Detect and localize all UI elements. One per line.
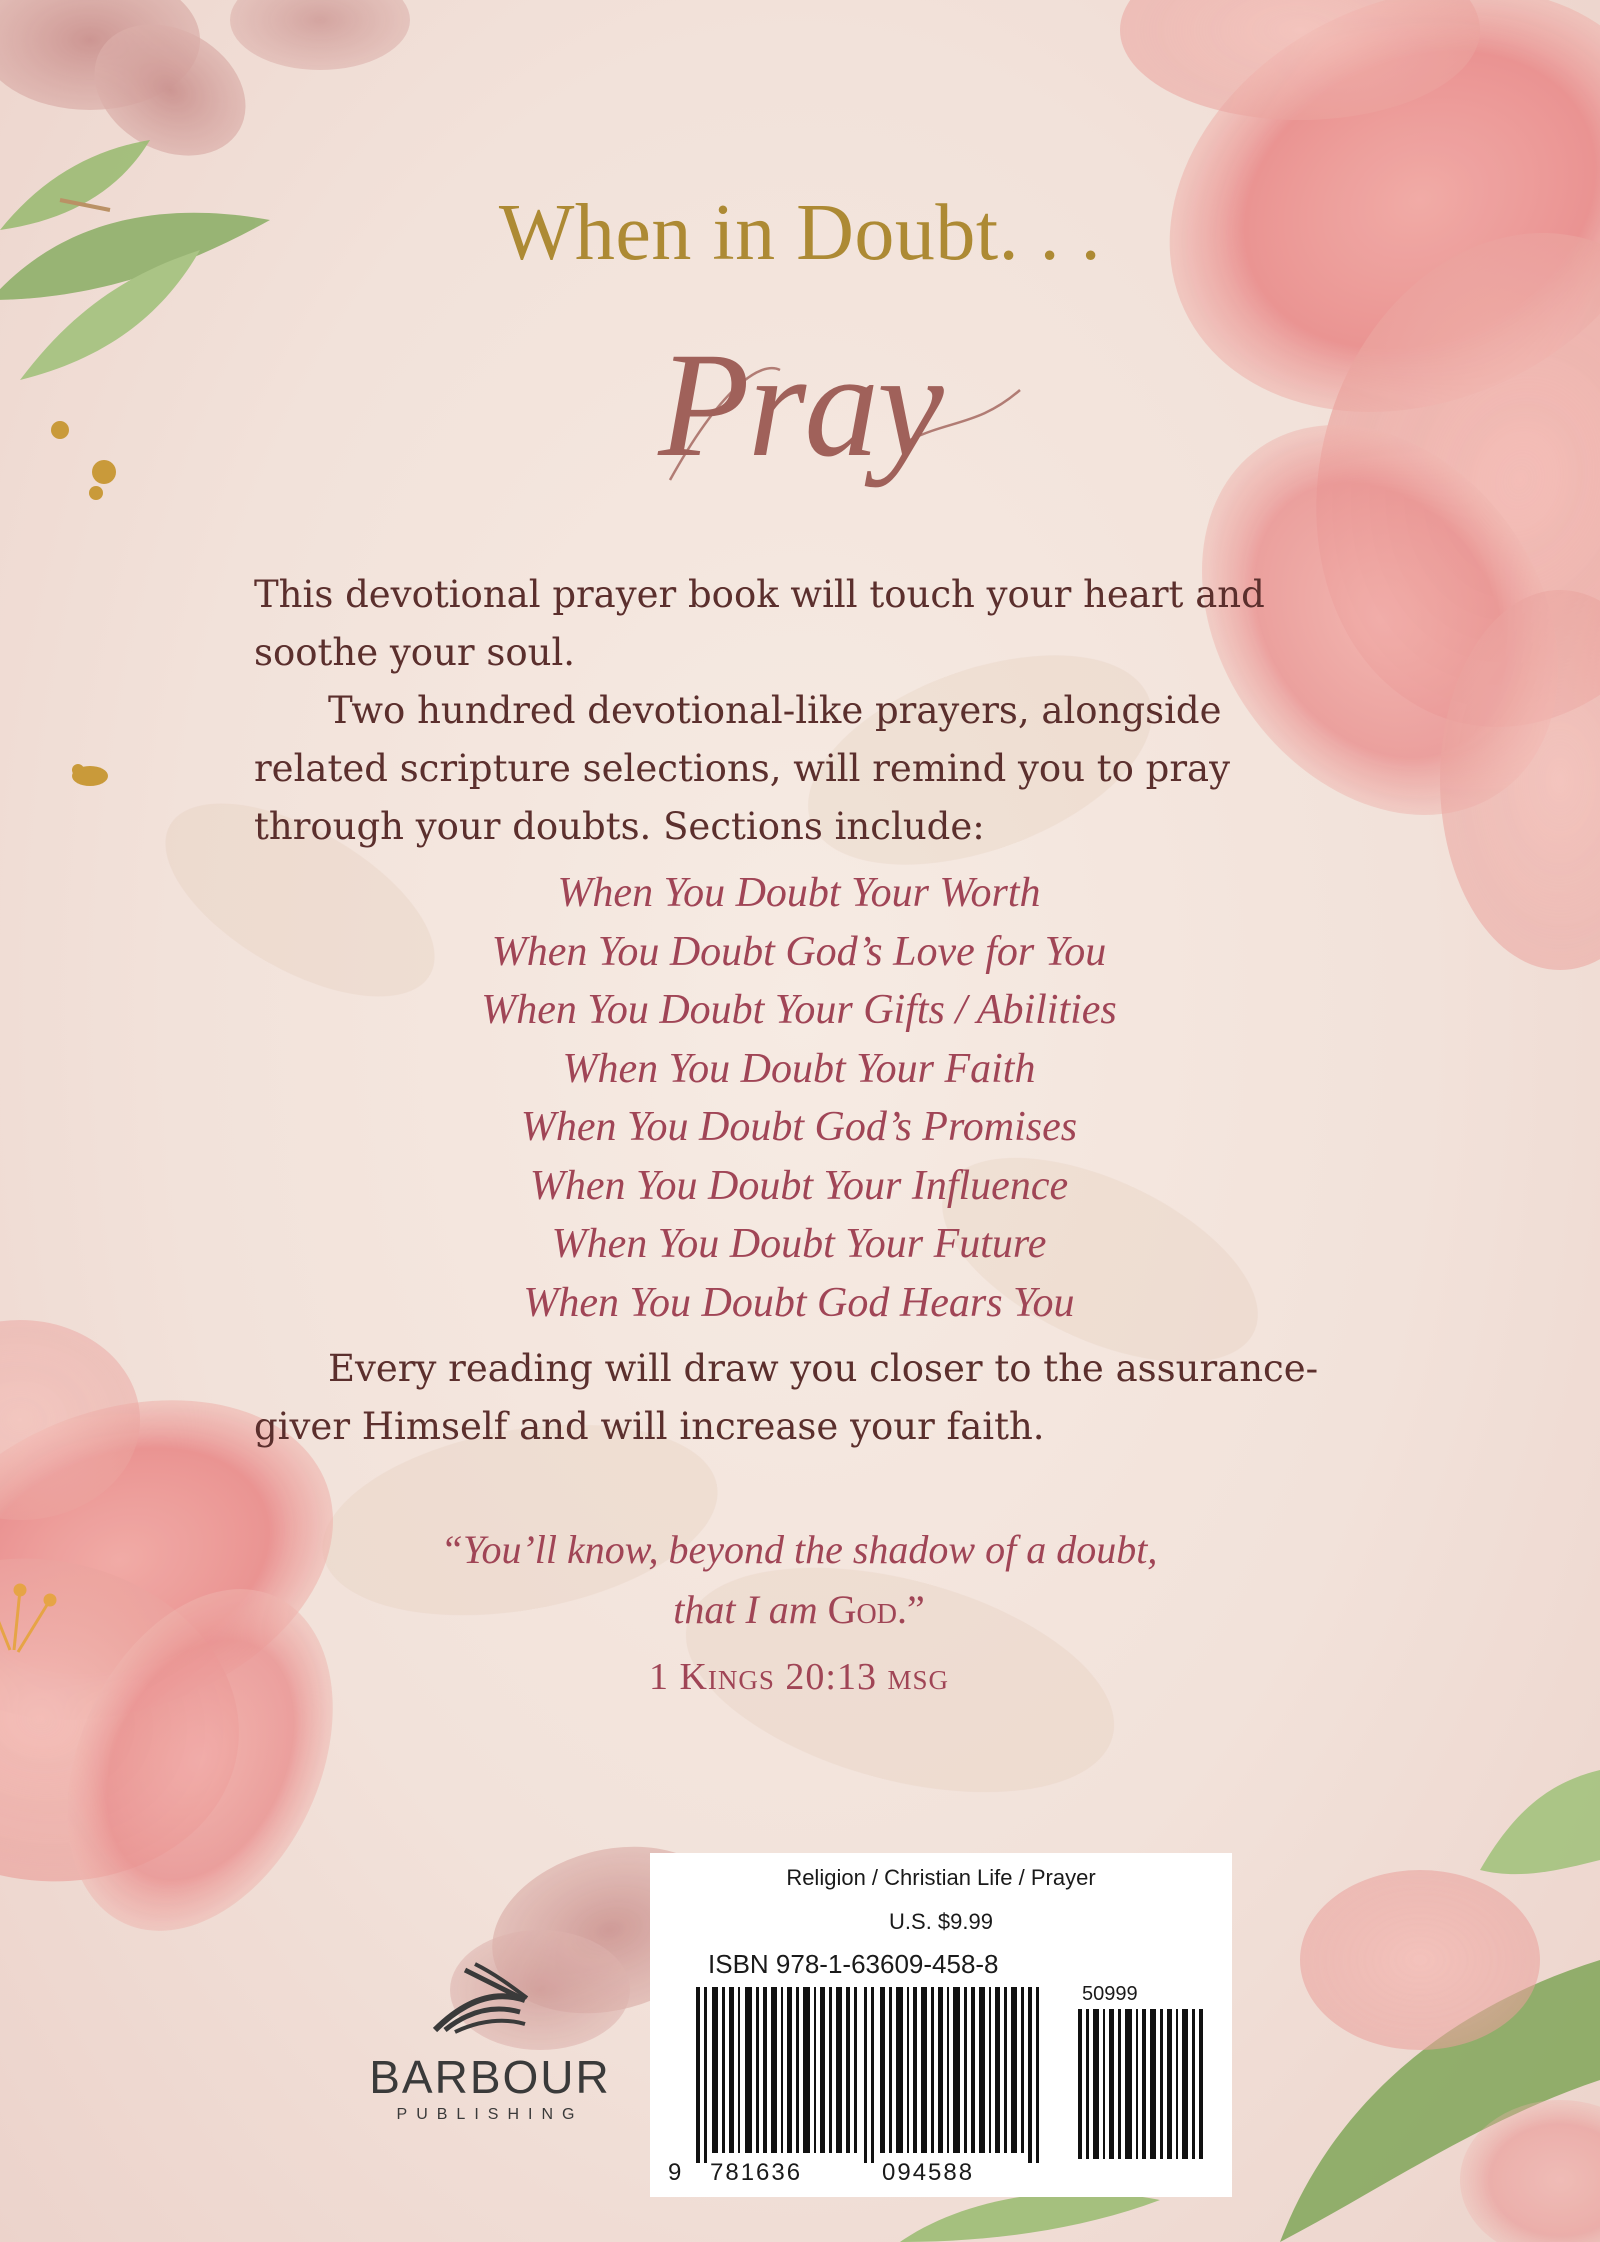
description-paragraph: Two hundred devotional-like prayers, alongside related scripture selections, will remind you to pray through your doubts. Sections include:: [254, 689, 1231, 848]
section-item: When You Doubt Your Faith: [562, 1045, 1036, 1092]
barcode-price-code: 50999: [1082, 1983, 1138, 2005]
section-item: When You Doubt Your Future: [551, 1221, 1047, 1267]
sections-list: [254, 864, 1344, 1332]
closing-paragraph: Every reading will draw you closer to the assurance-giver Himself and will increase your faith.: [254, 1347, 1319, 1448]
description-body: [254, 566, 1344, 1706]
quote-line-2-smallcaps: God.”: [827, 1587, 925, 1632]
title-when-in-doubt: When in Doubt. . .: [498, 189, 1102, 277]
mauve-flower-top-left: [0, 0, 410, 182]
barcode-bars: [650, 1853, 1232, 2197]
section-item: When You Doubt God Hears You: [523, 1279, 1075, 1326]
publisher-logo: [340, 1960, 640, 2124]
publisher-subtitle: PUBLISHING: [396, 2106, 584, 2123]
section-item: When You Doubt Your Worth: [557, 870, 1041, 916]
barcode-isbn: ISBN 978-1-63609-458-8: [708, 1949, 999, 1979]
scripture-reference: 1 Kings 20:13 msg: [648, 1656, 950, 1698]
barcode-digits-right: 094588: [882, 2159, 975, 2186]
section-item: When You Doubt Your Gifts / Abilities: [481, 987, 1117, 1033]
open-book-icon: [415, 1960, 565, 2040]
gold-flecks: [51, 421, 116, 786]
section-item: When You Doubt Your Influence: [529, 1162, 1069, 1209]
barcode-price: U.S. $9.99: [889, 1909, 993, 1934]
script-word-pray: Pray: [658, 322, 942, 488]
barcode-category: Religion / Christian Life / Prayer: [786, 1865, 1096, 1890]
intro-paragraph: This devotional prayer book will touch your heart and soothe your soul.: [254, 573, 1265, 674]
quote-line-1: “You’ll know, beyond the shadow of a doubt,: [440, 1527, 1158, 1572]
quote-line-2: [254, 1580, 1344, 1640]
quote-line-2-text: that I am: [673, 1587, 828, 1632]
publisher-name: BARBOUR: [369, 2051, 611, 2103]
section-item: When You Doubt God’s Love for You: [491, 928, 1107, 975]
barcode-digits-left: 781636: [710, 2159, 803, 2186]
barcode-digit-lead: 9: [668, 2159, 682, 2186]
scripture-quote: [254, 1520, 1344, 1640]
isbn-barcode-panel: [650, 1853, 1232, 2197]
section-item: When You Doubt God’s Promises: [520, 1104, 1078, 1150]
